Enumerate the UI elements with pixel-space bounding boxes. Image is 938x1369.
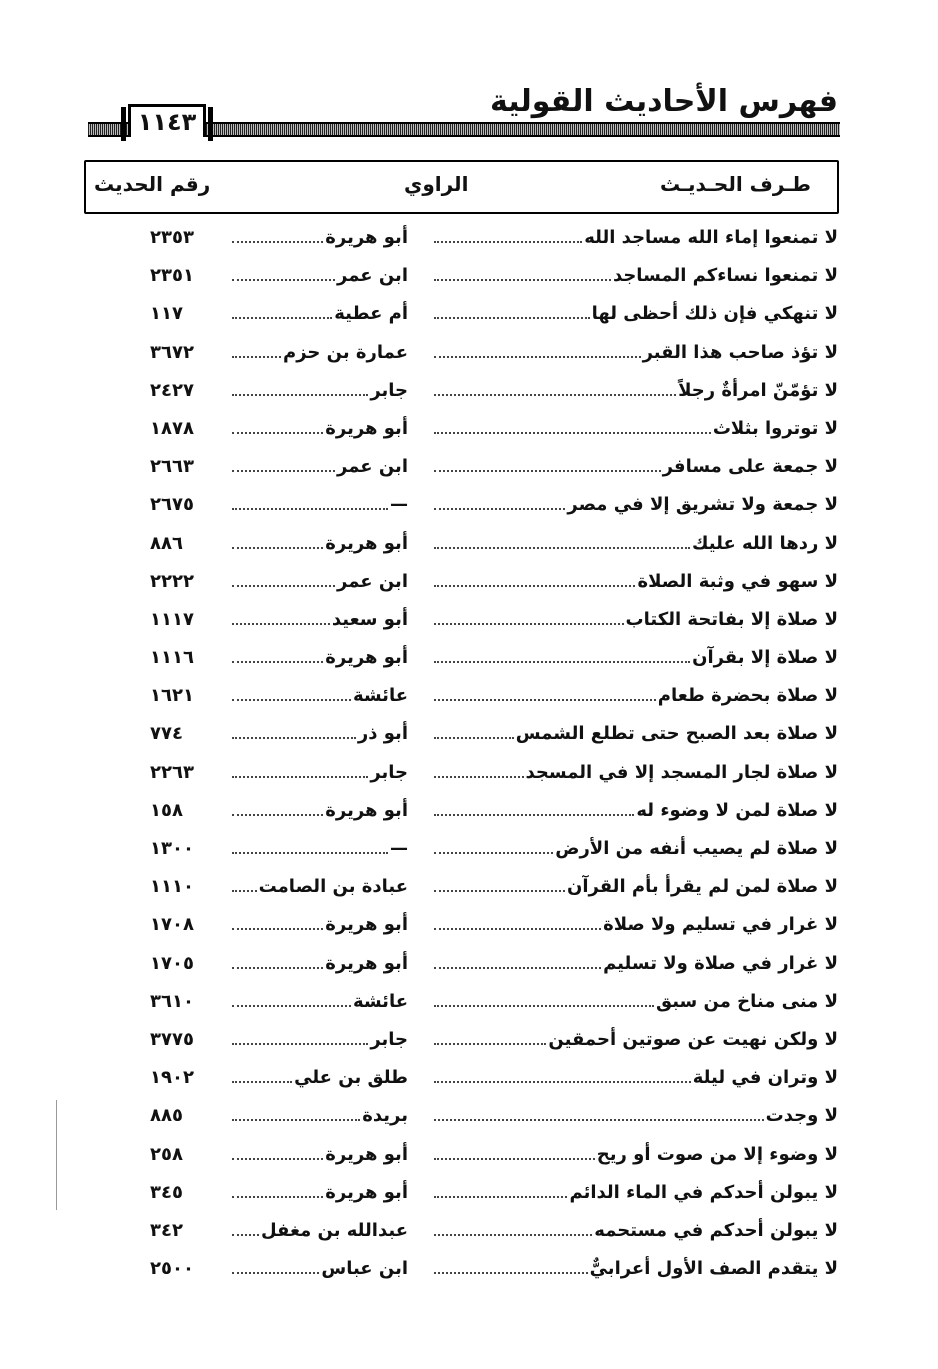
dot-leader [434, 547, 690, 549]
narrator-cell [232, 762, 408, 783]
hadith-number: ١٨٧٨ [150, 417, 194, 439]
dot-leader [232, 356, 281, 358]
table-row [0, 870, 938, 908]
hadith-text: لا يتقدم الصف الأول أعرابيٌّ [589, 1258, 838, 1280]
dot-leader [232, 623, 330, 625]
dot-leader [232, 852, 388, 854]
dot-leader [434, 1234, 592, 1236]
narrator-cell [232, 609, 408, 630]
hadith-number: ٨٨٦ [150, 532, 183, 554]
hadith-text: لا يبولن أحدكم في مستحمه [594, 1219, 838, 1241]
hadith-number: ٣٤٢ [150, 1219, 183, 1241]
narrator-name: أبو هريرة [325, 914, 408, 936]
hadith-number: ٢٦٧٥ [150, 494, 194, 516]
column-header-text: طـرف الحـديـث [660, 172, 811, 196]
table-row [0, 985, 938, 1023]
narrator-name: أبو هريرة [325, 1181, 408, 1203]
hadith-number: ٢٥٨ [150, 1143, 183, 1165]
hadith-text: لا صلاة لمن لم يقرأ بأم القرآن [567, 876, 838, 898]
hadith-text-cell [434, 227, 838, 248]
narrator-cell [232, 1067, 408, 1088]
narrator-name: ابن عمر [337, 265, 408, 287]
table-row [0, 412, 938, 450]
table-row [0, 1176, 938, 1214]
hadith-number: ١١١٠ [150, 876, 194, 898]
table-row [0, 641, 938, 679]
narrator-name: عمارة بن حزم [283, 341, 408, 363]
narrator-cell [232, 1144, 408, 1165]
table-row [0, 297, 938, 335]
hadith-number: ١٣٠٠ [150, 838, 194, 859]
dot-leader [434, 776, 524, 778]
hadith-text-cell [434, 1029, 838, 1050]
hadith-text-cell [434, 456, 838, 477]
table-row [0, 221, 938, 259]
hadith-text-cell [434, 647, 838, 668]
dot-leader [232, 737, 356, 739]
hadith-text: لا صلاة بحضرة طعام [657, 685, 838, 707]
dot-leader [434, 623, 624, 625]
column-header-number: رقم الحديث [94, 172, 211, 196]
hadith-number: ١٧٠٨ [150, 914, 194, 936]
dot-leader [232, 1081, 292, 1083]
hadith-text: لا توتروا بثلاث [712, 417, 838, 439]
dot-leader [232, 814, 323, 816]
hadith-text: لا ردها الله عليك [692, 532, 838, 554]
hadith-text: لا صلاة بعد الصبح حتى تطلع الشمس [515, 723, 838, 745]
table-row [0, 1252, 938, 1290]
narrator-name: ابن عمر [337, 456, 408, 478]
narrator-cell [232, 1029, 408, 1050]
table-row [0, 488, 938, 526]
hadith-text-cell [434, 991, 838, 1012]
dot-leader [232, 470, 335, 472]
hadith-number: ١٥٨ [150, 799, 183, 821]
narrator-name: أبو هريرة [325, 227, 408, 248]
hadith-number: ٣٦١٠ [150, 990, 194, 1012]
hadith-text: لا صلاة لمن لا وضوء له [636, 799, 838, 821]
hadith-number: ٣٧٧٥ [150, 1028, 194, 1050]
hadith-text: لا وضوء إلا من صوت أو ريح [596, 1143, 838, 1165]
hadith-text-cell [434, 953, 838, 974]
dot-leader [232, 241, 323, 243]
narrator-name: أم عطية [334, 303, 408, 325]
narrator-name: — [390, 494, 408, 516]
dot-leader [232, 279, 335, 281]
narrator-name: بريدة [362, 1105, 408, 1127]
dot-leader [434, 699, 656, 701]
table-row [0, 947, 938, 985]
narrator-name: جابر [370, 761, 408, 783]
dot-leader [434, 470, 661, 472]
narrator-cell [232, 342, 408, 363]
narrator-name: أبو ذر [357, 723, 408, 745]
table-row [0, 336, 938, 374]
dot-leader [232, 699, 351, 701]
narrator-name: أبو هريرة [325, 647, 408, 669]
hadith-text-cell [434, 1067, 838, 1088]
dot-leader [232, 1234, 259, 1236]
hadith-number: ٢٦٦٣ [150, 456, 194, 478]
hadith-text-cell [434, 571, 838, 592]
dot-leader [434, 852, 553, 854]
narrator-cell [232, 456, 408, 477]
hadith-number: ٢٢٦٣ [150, 761, 194, 783]
hadith-text: لا صلاة لجار المسجد إلا في المسجد [525, 761, 838, 783]
hadith-text: لا صلاة إلا بقرآن [692, 647, 838, 669]
table-row [0, 832, 938, 870]
narrator-name: عبادة بن الصامت [258, 876, 408, 898]
narrator-cell [232, 876, 408, 897]
hadith-number: ٢٤٢٧ [150, 379, 194, 401]
hadith-text: لا سهو في وثبة الصلاة [637, 570, 838, 592]
hadith-text-cell [434, 723, 838, 744]
hadith-number: ٧٧٤ [150, 723, 183, 745]
table-row [0, 565, 938, 603]
hadith-text-cell [434, 342, 838, 363]
narrator-cell [232, 1105, 408, 1126]
hadith-text: لا صلاة لم يصيب أنفه من الأرض [555, 838, 838, 859]
dot-leader [434, 1081, 691, 1083]
narrator-name: جابر [370, 379, 408, 401]
dot-leader [434, 317, 590, 319]
dot-leader [232, 394, 368, 396]
dot-leader [232, 317, 332, 319]
dot-leader [232, 432, 323, 434]
dot-leader [232, 890, 257, 892]
hadith-text: لا صلاة إلا بفاتحة الكتاب [625, 608, 838, 630]
table-row [0, 1023, 938, 1061]
hadith-text: لا غرار في صلاة ولا تسليم [603, 952, 838, 974]
hadith-text-cell [434, 838, 838, 859]
narrator-name: عبدالله بن مغفل [260, 1219, 408, 1241]
narrator-cell [232, 953, 408, 974]
narrator-name: طلق بن علي [294, 1067, 408, 1089]
narrator-cell [232, 800, 408, 821]
dot-leader [434, 585, 635, 587]
hadith-text-cell [434, 609, 838, 630]
hadith-number: ٣٦٧٢ [150, 341, 194, 363]
hadith-number: ١١١٧ [150, 608, 194, 630]
dot-leader [232, 928, 323, 930]
dot-leader [232, 1158, 323, 1160]
hadith-number: ٨٨٥ [150, 1105, 183, 1127]
narrator-cell [232, 265, 408, 286]
dot-leader [232, 1043, 368, 1045]
hadith-text: لا وتران في ليلة [692, 1067, 838, 1089]
hadith-text-cell [434, 1258, 838, 1279]
hadith-text-cell [434, 685, 838, 706]
column-header-narrator: الراوي [404, 172, 469, 196]
hadith-text-cell [434, 1220, 838, 1241]
hadith-text-cell [434, 533, 838, 554]
hadith-text-cell [434, 303, 838, 324]
hadith-text-cell [434, 1144, 838, 1165]
narrator-name: أبو هريرة [325, 532, 408, 554]
hadith-text: لا تمنعوا إماء الله مساجد الله [584, 227, 838, 248]
dot-leader [232, 1005, 351, 1007]
table-row [0, 794, 938, 832]
narrator-cell [232, 380, 408, 401]
table-row [0, 717, 938, 755]
narrator-name: — [390, 838, 408, 859]
hadith-text: لا تؤذ صاحب هذا القبر [642, 341, 838, 363]
narrator-name: عائشة [352, 685, 408, 707]
hadith-text-cell [434, 494, 838, 515]
dot-leader [434, 1196, 567, 1198]
narrator-cell [232, 1258, 408, 1279]
hadith-text-cell [434, 380, 838, 401]
hadith-number: ١٦٢١ [150, 685, 194, 707]
hadith-text-cell [434, 265, 838, 286]
dot-leader [434, 241, 582, 243]
dot-leader [434, 928, 601, 930]
narrator-name: عائشة [352, 990, 408, 1012]
hadith-text: لا تمنعوا نساءكم المساجد [612, 265, 838, 287]
dot-leader [434, 1158, 595, 1160]
narrator-cell [232, 1182, 408, 1203]
narrator-name: أبو هريرة [325, 417, 408, 439]
narrator-cell [232, 838, 408, 859]
hadith-number: ٢٣٥٣ [150, 227, 194, 248]
hadith-number: ٣٤٥ [150, 1181, 183, 1203]
hadith-text-cell [434, 418, 838, 439]
narrator-cell [232, 494, 408, 515]
hadith-number: ٢٣٥١ [150, 265, 194, 287]
hadith-number: ١١١٦ [150, 647, 194, 669]
table-row [0, 374, 938, 412]
dot-leader [232, 1196, 323, 1198]
hadith-number: ٢٥٠٠ [150, 1258, 194, 1280]
hadith-text-cell [434, 1105, 838, 1126]
narrator-cell [232, 418, 408, 439]
narrator-cell [232, 914, 408, 935]
table-row [0, 908, 938, 946]
dot-leader [434, 279, 611, 281]
table-row [0, 756, 938, 794]
table-row [0, 259, 938, 297]
narrator-cell [232, 571, 408, 592]
dot-leader [232, 1119, 360, 1121]
hadith-text: لا ولكن نهيت عن صوتين أحمقين [548, 1028, 838, 1050]
dot-leader [434, 394, 676, 396]
dot-leader [232, 967, 323, 969]
dot-leader [232, 776, 368, 778]
dot-leader [232, 585, 335, 587]
dot-leader [434, 967, 601, 969]
table-row [0, 679, 938, 717]
hadith-text: لا يبولن أحدكم في الماء الدائم [569, 1181, 838, 1203]
dot-leader [232, 547, 323, 549]
dot-leader [434, 432, 711, 434]
dot-leader [434, 814, 634, 816]
hadith-index-table [0, 221, 938, 1290]
narrator-name: أبو هريرة [325, 799, 408, 821]
dot-leader [434, 890, 565, 892]
column-header-box [84, 160, 839, 214]
dot-leader [434, 661, 690, 663]
hadith-text: لا جمعة على مسافر [662, 456, 838, 478]
hadith-text: لا تنهكي فإن ذلك أحظى لها [591, 303, 838, 325]
dot-leader [232, 508, 388, 510]
narrator-name: أبو هريرة [325, 1143, 408, 1165]
narrator-cell [232, 723, 408, 744]
page-title: فهرس الأحاديث القولية [490, 84, 838, 119]
hadith-text-cell [434, 800, 838, 821]
table-row [0, 603, 938, 641]
dot-leader [434, 1043, 546, 1045]
table-row [0, 450, 938, 488]
hadith-text: لا جمعة ولا تشريق إلا في مصر [567, 494, 838, 516]
dot-leader [434, 508, 565, 510]
narrator-cell [232, 991, 408, 1012]
dot-leader [434, 1272, 588, 1274]
table-row [0, 527, 938, 565]
narrator-name: جابر [370, 1028, 408, 1050]
hadith-text: لا وجدت [765, 1105, 838, 1127]
narrator-cell [232, 1220, 408, 1241]
dot-leader [232, 661, 323, 663]
narrator-cell [232, 647, 408, 668]
narrator-cell [232, 227, 408, 248]
hadith-text-cell [434, 762, 838, 783]
dot-leader [232, 1272, 319, 1274]
hadith-text: لا تؤمّنّ امرأةٌ رجلاً [678, 379, 838, 401]
hadith-text: لا غرار في تسليم ولا صلاة [603, 914, 838, 936]
narrator-cell [232, 303, 408, 324]
hadith-number: ١٧٠٥ [150, 952, 194, 974]
dot-leader [434, 737, 514, 739]
hadith-text-cell [434, 876, 838, 897]
narrator-name: أبو سعيد [331, 608, 408, 630]
narrator-cell [232, 533, 408, 554]
hadith-text: لا منى مناخ من سبق [655, 990, 838, 1012]
dot-leader [434, 356, 641, 358]
narrator-cell [232, 685, 408, 706]
hadith-text-cell [434, 914, 838, 935]
hadith-number: ٢٢٢٢ [150, 570, 194, 592]
margin-line [56, 1100, 57, 1210]
hadith-number: ١١٧ [150, 303, 183, 325]
hadith-text-cell [434, 1182, 838, 1203]
table-row [0, 1214, 938, 1252]
narrator-name: ابن عباس [321, 1258, 408, 1280]
table-row [0, 1061, 938, 1099]
hadith-number: ١٩٠٢ [150, 1067, 194, 1089]
narrator-name: ابن عمر [337, 570, 408, 592]
dot-leader [434, 1005, 654, 1007]
narrator-name: أبو هريرة [325, 952, 408, 974]
dot-leader [434, 1119, 764, 1121]
table-row [0, 1138, 938, 1176]
table-row [0, 1099, 938, 1137]
page-number: ١١٤٣ [128, 104, 206, 137]
